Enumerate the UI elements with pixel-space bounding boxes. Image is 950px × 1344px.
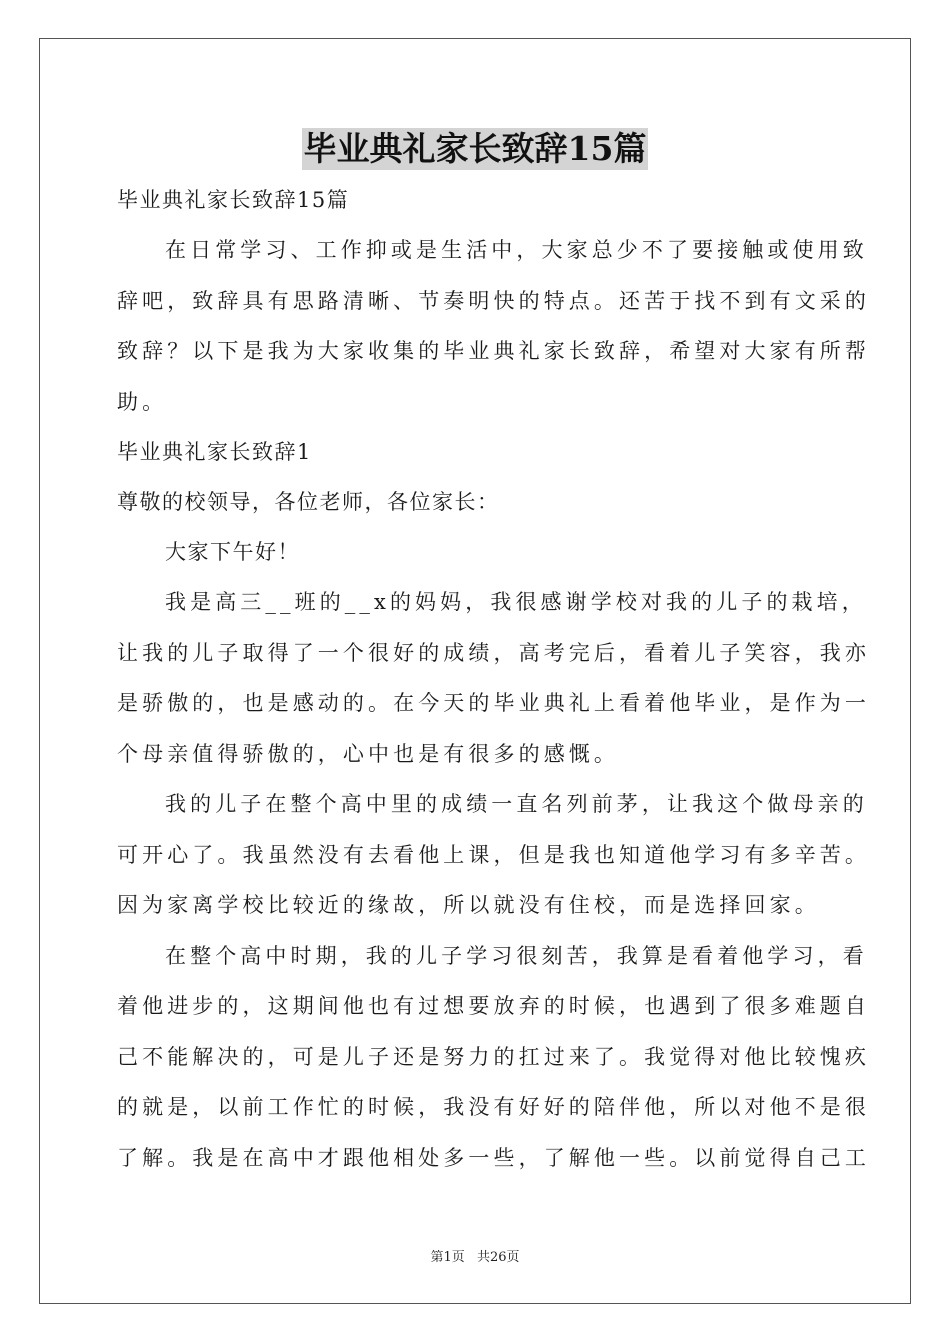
section-heading: 毕业典礼家长致辞1 — [117, 440, 312, 464]
paragraph-line: 在整个高中时期，我的儿子学习很刻苦，我算是看着他学习，看 — [165, 943, 868, 968]
page-number: 第1页 — [430, 1250, 465, 1265]
paragraph-2 — [117, 779, 870, 931]
paragraph-line: 着他进步的，这期间他也有过想要放弃的时候，也遇到了很多难题自 — [117, 994, 870, 1018]
greeting: 大家下午好！ — [165, 540, 300, 564]
paragraph-line: 可开心了。我虽然没有去看他上课，但是我也知道他学习有多辛苦。 — [117, 842, 870, 867]
paragraph-line: 我的儿子在整个高中里的成绩一直名列前茅，让我这个做母亲的 — [165, 792, 868, 816]
paragraph-line: 辞吧，致辞具有思路清晰、节奏明快的特点。还苦于找不到有文采的 — [117, 288, 870, 313]
total-pages: 共26页 — [476, 1250, 520, 1265]
paragraph-line: 因为家离学校比较近的缘故，所以就没有住校，而是选择回家。 — [117, 893, 820, 917]
paragraph-line: 了解。我是在高中才跟他相处多一些，了解他一些。以前觉得自己工 — [117, 1145, 870, 1170]
paragraph-3 — [117, 931, 870, 1184]
paragraph-line: 的就是，以前工作忙的时候，我没有好好的陪伴他，所以对他不是很 — [117, 1095, 870, 1119]
document-title: 毕业典礼家长致辞15篇 — [303, 129, 647, 168]
paragraph-line: 个母亲值得骄傲的，心中也是有很多的感慨。 — [117, 741, 619, 766]
paragraph-line: 我是高三__班的__x的妈妈，我很感谢学校对我的儿子的栽培， — [165, 590, 867, 614]
title-container — [0, 128, 950, 170]
page-footer — [0, 1246, 950, 1265]
paragraph-line: 致辞？以下是我为大家收集的毕业典礼家长致辞，希望对大家有所帮 — [117, 339, 870, 363]
paragraph-line: 是骄傲的，也是感动的。在今天的毕业典礼上看着他毕业，是作为一 — [117, 691, 870, 715]
intro-paragraph — [117, 225, 870, 427]
paragraph-line: 在日常学习、工作抑或是生活中，大家总少不了要接触或使用致 — [165, 238, 868, 262]
paragraph-line: 己不能解决的，可是儿子还是努力的扛过来了。我觉得对他比较愧疚 — [117, 1044, 870, 1069]
paragraph-line: 让我的儿子取得了一个很好的成绩，高考完后，看着儿子笑容，我亦 — [117, 640, 870, 665]
subtitle: 毕业典礼家长致辞15篇 — [117, 188, 350, 212]
salutation: 尊敬的校领导，各位老师，各位家长： — [117, 490, 500, 514]
document-body — [117, 175, 870, 1183]
paragraph-line: 助。 — [117, 389, 168, 414]
paragraph-1 — [117, 577, 870, 779]
